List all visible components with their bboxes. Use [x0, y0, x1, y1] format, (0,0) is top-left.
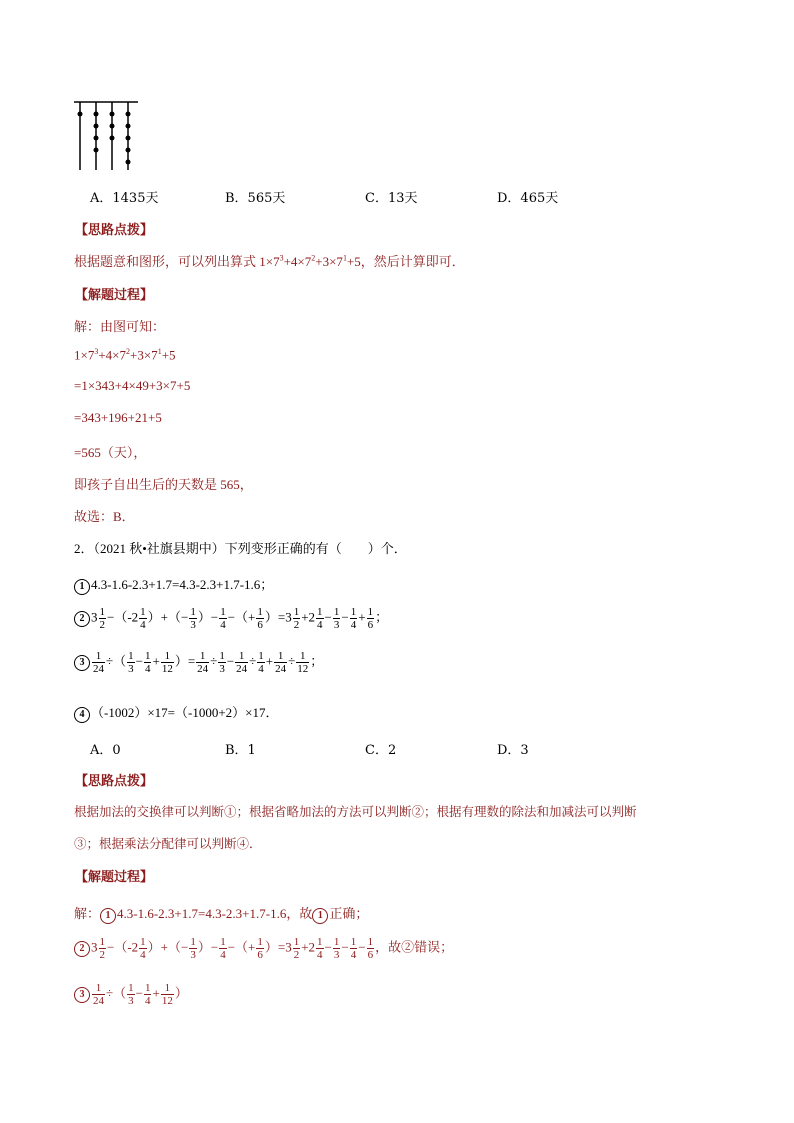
q1-option-d: D．465天: [497, 191, 559, 206]
q1-sol-line7: 故选：B．: [74, 509, 135, 524]
q1-sol-line3: =1×343+4×49+3×7+5: [74, 378, 191, 393]
q2-sol1-end: 正确；: [329, 906, 369, 921]
q2-sol-line3: 3 $\frac{1}{24}$ ÷（ $\frac{1}{3}$ − $\frac{1}{4}$ + $\frac{1}{12}$ ）: [74, 982, 188, 1007]
q2-item3: 3 $\frac{1}{24}$ ÷（ $\frac{1}{3}$ − $\frac{1}{4}$ + $\frac{1}{12}$ ）= $\frac{1}{24}$ ÷ $\frac{1}{3}$ − $\frac{1}{24}$ ÷ $\frac{1}{4}$ + $\frac{1}{24}$ ÷ $\frac{1}{12}$ ；: [74, 650, 323, 675]
q2-hint-heading: 【思路点拨】: [75, 774, 154, 789]
q2-item4-text: （-1002）×17=（-1000+2）×17．: [91, 705, 279, 720]
q2-hint-line2: ③；根据乘法分配律可以判断④．: [74, 836, 262, 851]
q2-sol-line1: 解： 1 4.3-1.6-2.3+1.7=4.3-2.3+1.7-1.6，故 1 正确；: [74, 903, 368, 924]
q2-item2: 2 3 $\frac{1}{2}$ −（-2 $\frac{1}{4}$ ）+（− $\frac{1}{3}$ ）− $\frac{1}{4}$ −（+ $\frac{1}{6}$ ）=3 $\frac{1}{2}$ +2 $\frac{1}{4}$ − $\frac{1}{3}$ − $\frac{1}{4}$ + $\frac{1}{6}$ ；: [74, 606, 388, 631]
q2-option-a: A．0: [90, 743, 121, 758]
q2-option-d: D．3: [497, 743, 529, 758]
q1-solution-heading: 【解题过程】: [75, 288, 154, 303]
q2-sol2-end: ，故②错误；: [375, 939, 454, 955]
q2-solution-heading: 【解题过程】: [75, 870, 154, 885]
q2-option-b: B．1: [225, 743, 256, 758]
q1-sol-line2: $1\times 7^3+4\times 7^2+3\times 7^1+5$: [74, 347, 176, 363]
q2-option-c: C．2: [365, 743, 397, 758]
q1-sol-line6: 即孩子自出生后的天数是 565，: [74, 477, 253, 492]
q1-hint-text: 根据题意和图形，可以列出算式 $1\times 7^3+4\times 7^2+3\times 7^1+5$，然后计算即可．: [74, 253, 465, 269]
q1-hint-heading: 【思路点拨】: [75, 223, 154, 238]
q1-option-c: C．13天: [365, 191, 418, 206]
q1-sol-line5: =565（天），: [74, 445, 147, 460]
q1-option-b: B．565天: [225, 191, 286, 206]
q1-option-a: A．1435天: [90, 191, 159, 206]
abacus-diagram: [72, 100, 142, 172]
q2-item4: 4 （-1002）×17=（-1000+2）×17．: [74, 702, 279, 723]
q2-sol-line2: 2 3 $\frac{1}{2}$ −（-2 $\frac{1}{4}$ ）+（− $\frac{1}{3}$ ）− $\frac{1}{4}$ −（+ $\frac{1}{6}$ ）=3 $\frac{1}{2}$ +2 $\frac{1}{4}$ − $\frac{1}{3}$ − $\frac{1}{4}$ − $\frac{1}{6}$ ，故②错误；: [74, 936, 453, 961]
q2-sol1-body: 4.3-1.6-2.3+1.7=4.3-2.3+1.7-1.6，故: [117, 906, 313, 921]
q2-item1-text: 4.3-1.6-2.3+1.7=4.3-2.3+1.7-1.6；: [91, 577, 274, 592]
q2-stem: 2．（2021 秋•社旗县期中）下列变形正确的有（ ）个．: [74, 541, 407, 556]
q1-sol-line1: 解：由图可知：: [74, 320, 166, 335]
q1-sol-line4: =343+196+21+5: [74, 410, 162, 425]
q2-hint-line1: 根据加法的交换律可以判断①；根据省略加法的方法可以判断②；根据有理数的除法和加减法可以判断: [74, 804, 637, 819]
q2-sol1-pre: 解：: [74, 906, 101, 921]
q1-hint-pre: 根据题意和图形，可以列出算式 1×7: [74, 254, 280, 269]
q2-item1: 1 4.3-1.6-2.3+1.7=4.3-2.3+1.7-1.6；: [74, 574, 273, 595]
q1-hint-post: ，然后计算即可．: [360, 254, 465, 269]
